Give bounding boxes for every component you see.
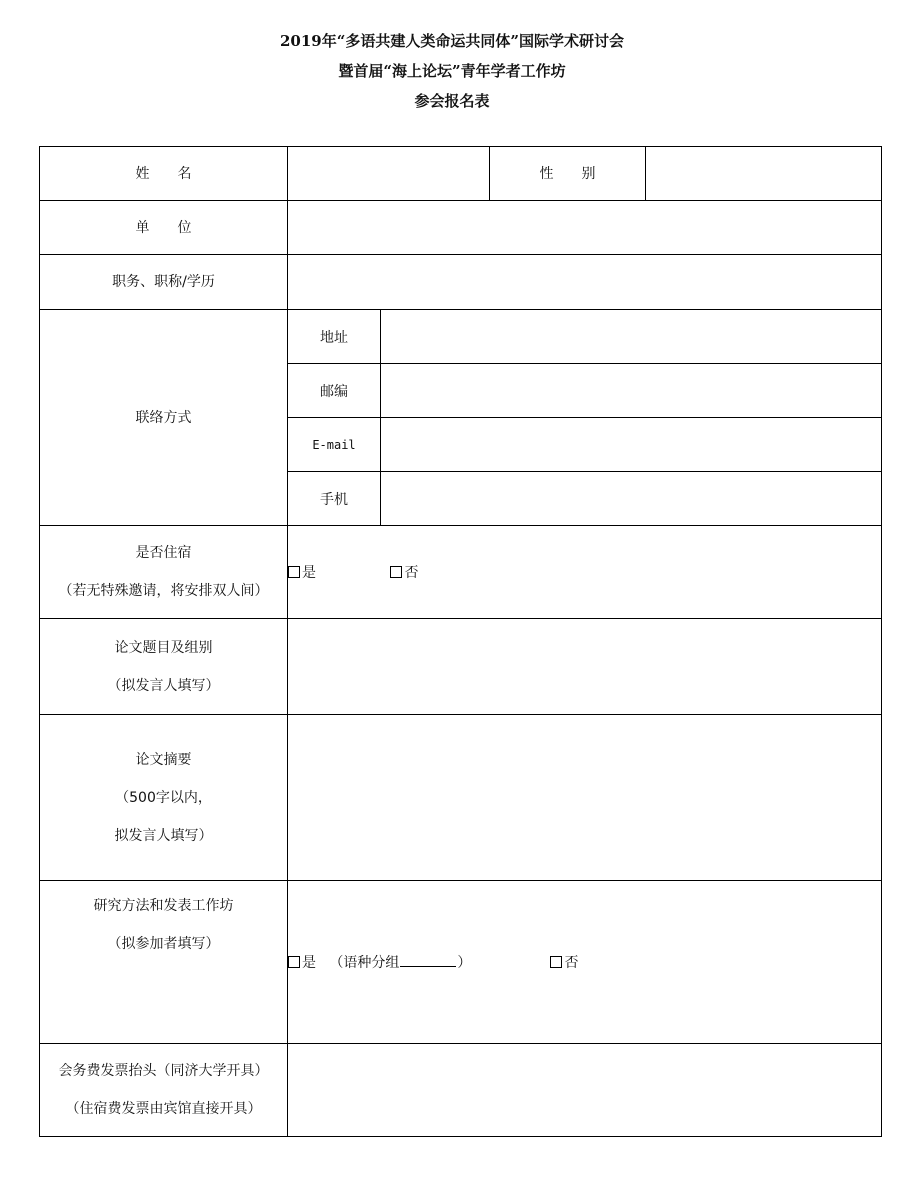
checkbox-icon[interactable] [288,956,300,968]
contact-label: 联络方式 [135,409,192,426]
language-group-blank[interactable] [400,954,456,967]
title-line-3: 参会报名表 [414,92,490,110]
abstract-note-2: 拟发言人填写） [114,827,213,844]
accommodation-no-option[interactable] [390,562,418,582]
title-line-1: 2019年“多语共建人类命运共同体”国际学术研讨会 [279,32,624,50]
paper-label-cell [40,619,288,715]
workshop-label: 研究方法和发表工作坊 [93,898,234,914]
workshop-yes-option[interactable] [288,952,546,972]
mobile-label: 手机 [288,472,381,526]
form-title [0,26,904,116]
accommodation-no-label: 否 [404,565,419,581]
accommodation-label-cell [40,526,288,619]
postcode-label: 邮编 [288,364,381,418]
address-label: 地址 [288,310,381,364]
invoice-field[interactable] [288,1044,882,1137]
workshop-group-close: ） [457,955,472,971]
position-label: 职务、职称/学历 [112,274,215,290]
abstract-label: 论文摘要 [135,751,192,768]
postcode-field[interactable] [381,364,882,418]
invoice-label-cell [40,1044,288,1137]
accommodation-options [288,526,882,619]
name-label-cell [40,147,288,201]
workshop-no-option[interactable] [550,952,578,972]
accommodation-yes-label: 是 [302,565,316,581]
workshop-options [288,881,882,1044]
mobile-field[interactable] [381,472,882,526]
paper-label: 论文题目及组别 [114,639,213,656]
title-line-2: 暨首届“海上论坛”青年学者工作坊 [338,62,566,80]
abstract-field[interactable] [288,715,882,881]
checkbox-icon[interactable] [288,566,300,578]
paper-note: （拟发言人填写） [107,677,220,694]
gender-field[interactable] [646,147,882,201]
paper-field[interactable] [288,619,882,715]
gender-label: 性 别 [539,165,596,182]
position-label-cell [40,255,288,310]
accommodation-yes-option[interactable] [288,562,386,582]
unit-field[interactable] [288,201,882,255]
position-field[interactable] [288,255,882,310]
invoice-label: 会务费发票抬头（同济大学开具） [58,1063,269,1079]
email-label: E-mail [288,418,381,472]
workshop-group-open: （语种分组 [329,955,400,971]
email-field[interactable] [381,418,882,472]
checkbox-icon[interactable] [390,566,402,578]
workshop-yes-label: 是 [302,955,316,971]
gender-label-cell [490,147,646,201]
accommodation-note: （若无特殊邀请，将安排双人间） [58,583,269,599]
unit-label: 单 位 [135,219,192,236]
workshop-label-cell [40,881,288,1044]
registration-form-table [39,146,882,1137]
invoice-note: （住宿费发票由宾馆直接开具） [65,1101,262,1117]
unit-label-cell [40,201,288,255]
abstract-label-cell [40,715,288,881]
abstract-note-1: （500字以内， [115,789,212,806]
name-field[interactable] [288,147,490,201]
workshop-note: （拟参加者填写） [107,936,220,952]
checkbox-icon[interactable] [550,956,562,968]
workshop-no-label: 否 [564,955,579,971]
accommodation-label: 是否住宿 [135,545,192,561]
address-field[interactable] [381,310,882,364]
contact-label-cell [40,310,288,526]
name-label: 姓 名 [135,165,192,182]
